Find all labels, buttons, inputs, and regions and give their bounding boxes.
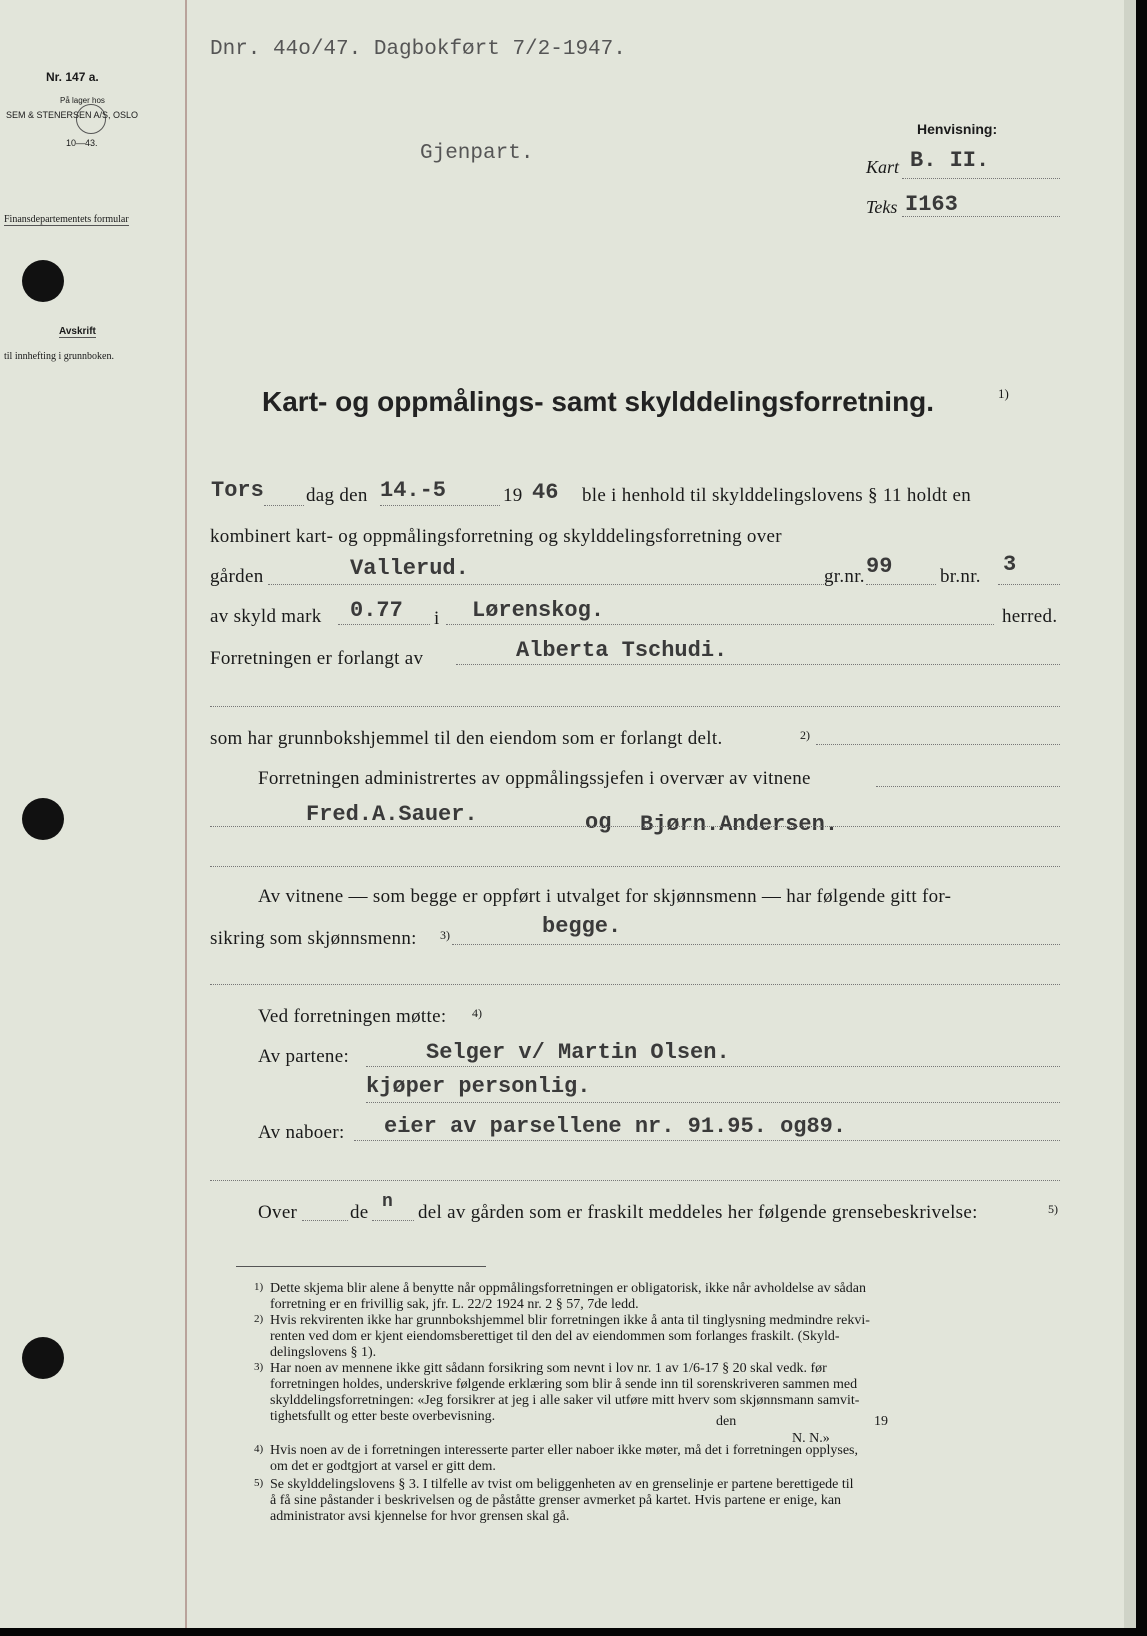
- partene-value2: kjøper personlig.: [366, 1074, 591, 1099]
- dnr-stamp: Dnr. 44o/47. Dagbokført 7/2-1947.: [210, 38, 626, 61]
- footnote-line: forretningen holdes, underskrive følgende erklæring som blir å sende inn til sorenskriveren sammen med: [270, 1377, 858, 1392]
- witness-dots: [210, 826, 1060, 827]
- page-edge: [1124, 0, 1136, 1628]
- forlangt-label: Forretningen er forlangt av: [210, 648, 424, 669]
- footnote-line: tighetsfullt og etter beste overbevisning.: [270, 1409, 496, 1424]
- vitner-line2: sikring som skjønnsmenn:: [210, 928, 417, 949]
- footnote-line: Hvis noen av de i forretningen interesserte parter eller naboer ikke møter, må det i forretningen opplyses,: [270, 1443, 859, 1458]
- over-dots: [302, 1220, 348, 1221]
- garden-value: Vallerud.: [350, 556, 469, 581]
- footnote3-19: 19: [874, 1414, 888, 1429]
- over-de: de: [350, 1202, 369, 1223]
- publisher-line1: På lager hos: [60, 96, 105, 105]
- kart-value: B. II.: [910, 148, 990, 173]
- naboer-dots: [354, 1140, 1060, 1141]
- herred-label: herred.: [1002, 606, 1058, 627]
- form-title: Kart- og oppmålings- samt skylddelingsforretning.: [262, 386, 935, 417]
- tekst-label: Teks: [866, 197, 898, 217]
- garden-label: gården: [210, 566, 264, 587]
- motte-note: 4): [472, 1006, 482, 1020]
- footnote-line: delingslovens § 1).: [270, 1345, 377, 1360]
- motte-text: Ved forretningen møtte:: [258, 1006, 447, 1027]
- footnote-line: forretning er en frivillig sak, jfr. L. 22/2 1924 nr. 2 § 57, 7de ledd.: [270, 1297, 639, 1312]
- punch-hole: [22, 1337, 64, 1379]
- tekst-dots: [902, 216, 1060, 217]
- title-note: 1): [998, 386, 1009, 401]
- brnr-value: 3: [1003, 552, 1017, 577]
- partene-dots-2: [366, 1102, 1060, 1103]
- brnr-dots: [998, 584, 1060, 585]
- footnote-line: renten ved dom er kjent eiendomsberettiget til den del av eiendommen som forlanges fraskilt. (Skyld-: [270, 1329, 840, 1344]
- footnote3-den: den: [716, 1414, 737, 1429]
- partene-value1: Selger v/ Martin Olsen.: [426, 1040, 730, 1065]
- kart-label: Kart: [866, 157, 900, 177]
- footnote3-nn: N. N.»: [792, 1431, 830, 1446]
- footnote-rule: [236, 1266, 486, 1267]
- skyld-label: av skyld mark: [210, 606, 322, 627]
- publisher-line2: SEM & STENERSEN A/S, OSLO: [6, 110, 139, 120]
- date-dots: [380, 505, 500, 506]
- partene-dots: [366, 1066, 1060, 1067]
- admin-text: Forretningen administrertes av oppmålingssjefen i overvær av vitnene: [258, 768, 811, 789]
- form-number: Nr. 147 a.: [46, 70, 99, 84]
- vitner-dots-2: [210, 984, 1060, 985]
- footnote-line: skylddelingsforretningen: «Jeg forsikrer at jeg i alle saker vil utføre mitt hverv som skjønnsmann samvit-: [270, 1393, 860, 1408]
- date-code: 10—43.: [66, 138, 98, 148]
- witness-dots-2: [210, 866, 1060, 867]
- footnote-line: administrator avsi kjennelse for hvor grensen skal gå.: [270, 1509, 570, 1524]
- line1-text: ble i henhold til skylddelingslovens § 11 holdt en: [582, 485, 971, 506]
- avskrift-label: Avskrift: [59, 326, 96, 337]
- over-n-dots: [372, 1220, 414, 1221]
- footnote-number: 2): [254, 1313, 264, 1325]
- witness2-value: Bjørn.Andersen.: [640, 812, 839, 837]
- kart-dots: [902, 178, 1060, 179]
- forlangt-value: Alberta Tschudi.: [516, 638, 728, 663]
- herred-value: Lørenskog.: [472, 598, 605, 623]
- footnote-number: 4): [254, 1443, 264, 1455]
- formular-label: Finansdepartementets formular: [4, 214, 129, 225]
- naboer-value: eier av parsellene nr. 91.95. og89.: [384, 1114, 847, 1139]
- grnr-dots: [866, 584, 936, 585]
- blank-line-dots: [210, 706, 1060, 707]
- footnote-number: 1): [254, 1281, 264, 1293]
- vitner-note: 3): [440, 928, 450, 942]
- naboer-label: Av naboer:: [258, 1122, 345, 1143]
- year-prefix: 19: [503, 485, 523, 506]
- skyld-dots: [338, 624, 430, 625]
- footnote-line: Dette skjema blir alene å benytte når oppmålingsforretningen er obligatorisk, ikke når avholdelse av sådan: [270, 1281, 866, 1296]
- over-rest: del av gården som er fraskilt meddeles her følgende grensebeskrivelse:: [418, 1202, 978, 1223]
- hjemmel-note: 2): [800, 728, 810, 742]
- line2-text: kombinert kart- og oppmålingsforretning og skylddelingsforretning over: [210, 526, 782, 547]
- grnr-value: 99: [866, 554, 893, 579]
- hjemmel-text: som har grunnbokshjemmel til den eiendom som er forlangt delt.: [210, 728, 723, 749]
- footnote-line: om det er godtgjort at varsel er gitt dem.: [270, 1459, 496, 1474]
- naboer-dots-2: [210, 1180, 1060, 1181]
- margin-rule: [185, 0, 187, 1628]
- witness-og: og: [585, 810, 612, 835]
- weekday-dots: [264, 505, 304, 506]
- skyld-value: 0.77: [350, 598, 403, 623]
- footnote-line: Hvis rekvirenten ikke har grunnbokshjemmel blir forretningen ikke å anta til tinglysning medmindre rekvi-: [270, 1313, 870, 1328]
- admin-dots: [876, 786, 1060, 787]
- vitner-dots: [452, 944, 1060, 945]
- year-suffix: 46: [532, 480, 559, 505]
- gjenpart-label: Gjenpart.: [420, 142, 534, 165]
- partene-label: Av partene:: [258, 1046, 350, 1067]
- footnote-line: å få sine påstander i beskrivelsen og de påståtte grenser avmerket på kartet. Hvis partene er enige, kan: [270, 1493, 842, 1508]
- date-value: 14.-5: [380, 478, 447, 503]
- footnote-number: 5): [254, 1477, 264, 1489]
- vitner-line1: Av vitnene — som begge er oppført i utvalget for skjønnsmenn — har følgende gitt for-: [258, 886, 952, 907]
- vitner-value: begge.: [542, 914, 622, 939]
- forlangt-dots: [456, 664, 1060, 665]
- punch-hole: [22, 260, 64, 302]
- i-label: i: [434, 608, 440, 629]
- over-label: Over: [258, 1202, 298, 1223]
- garden-dots: [268, 584, 824, 585]
- over-n: n: [382, 1192, 393, 1212]
- grnr-label: gr.nr.: [824, 566, 865, 587]
- footnote-number: 3): [254, 1361, 264, 1373]
- footnote-line: Se skylddelingslovens § 3. I tilfelle av tvist om beliggenheten av en grenselinje er partene berettigede til: [270, 1477, 854, 1492]
- dag-den-label: dag den: [306, 485, 368, 506]
- punch-hole: [22, 798, 64, 840]
- henvisning-label: Henvisning:: [917, 121, 998, 137]
- witness1-value: Fred.A.Sauer.: [306, 802, 478, 827]
- avskrift-note: til innhefting i grunnboken.: [4, 351, 114, 362]
- footnote-line: Har noen av mennene ikke gitt sådann forsikring som nevnt i lov nr. 1 av 1/6-17 § 20 skal vedk. før: [270, 1361, 827, 1376]
- weekday-value: Tors: [211, 478, 264, 503]
- over-note: 5): [1048, 1202, 1058, 1216]
- brnr-label: br.nr.: [940, 566, 981, 587]
- hjemmel-dots: [816, 744, 1060, 745]
- tekst-value: I163: [905, 192, 958, 217]
- herred-dots: [446, 624, 994, 625]
